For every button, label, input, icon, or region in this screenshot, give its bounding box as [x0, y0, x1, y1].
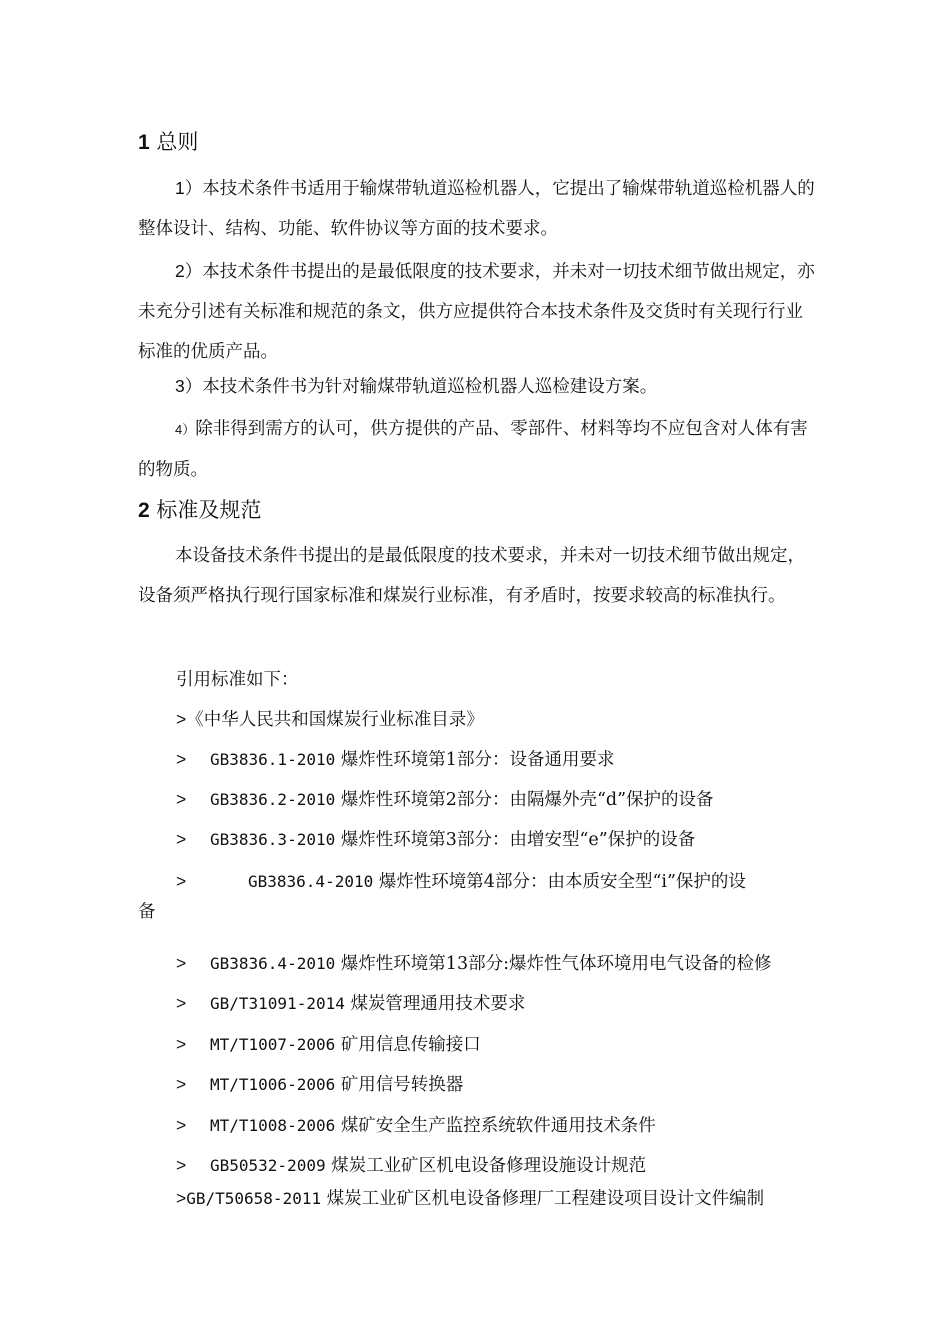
reference-code: MT/T1007-2006: [210, 1035, 336, 1054]
section-title: 总则: [156, 130, 199, 154]
arrow-icon: >: [176, 871, 187, 891]
reference-text: 煤炭工业矿区机电设备修理设施设计规范: [331, 1156, 647, 1176]
item-text: 除非得到需方的认可，供方提供的产品、零部件、材料等均不应包含对人体有害的物质。: [138, 419, 808, 480]
reference-code: GB3836.1-2010: [210, 750, 336, 769]
arrow-icon: >: [176, 789, 187, 809]
reference-item: [176, 1185, 764, 1210]
item-number: 1）: [175, 178, 203, 198]
reference-item: [176, 1031, 481, 1056]
reference-code: GB50532-2009: [210, 1156, 326, 1175]
arrow-icon: >: [176, 709, 187, 729]
reference-text: 爆炸性环境第13部分:爆炸性气体环境用电气设备的检修: [340, 954, 772, 974]
paragraph-item-1: [138, 168, 820, 249]
reference-code: GB3836.3-2010: [210, 830, 336, 849]
section-heading-general: [138, 126, 198, 156]
paragraph-item-3: [138, 366, 820, 407]
reference-code: GB3836.4-2010: [210, 954, 336, 973]
item-number: 2）: [175, 261, 203, 281]
item-text: 本技术条件书为针对输煤带轨道巡检机器人巡检建设方案。: [202, 377, 658, 397]
reference-item: [176, 706, 484, 731]
reference-text: 煤炭管理通用技术要求: [350, 994, 526, 1014]
reference-item: [176, 950, 771, 975]
arrow-icon: >: [176, 993, 187, 1013]
reference-item: [176, 1112, 656, 1137]
item-number: 3）: [175, 376, 203, 396]
section-title: 标准及规范: [156, 498, 262, 522]
arrow-icon: >: [176, 953, 187, 973]
reference-item: [176, 786, 714, 811]
reference-item: [176, 826, 695, 851]
arrow-icon: >: [176, 1188, 187, 1208]
reference-item: [176, 868, 746, 893]
reference-text: 煤矿安全生产监控系统软件通用技术条件: [340, 1116, 656, 1136]
arrow-icon: >: [176, 829, 187, 849]
reference-item: [176, 1071, 463, 1096]
section-number: 2: [138, 499, 150, 522]
arrow-icon: >: [176, 1074, 187, 1094]
reference-text: 煤炭工业矿区机电设备修理厂工程建设项目设计文件编制: [326, 1189, 765, 1209]
reference-code: GB/T31091-2014: [210, 994, 345, 1013]
intro-text: 本设备技术条件书提出的是最低限度的技术要求，并未对一切技术细节做出规定，设备须严格执行现行国家标准和煤炭行业标准，有矛盾时，按要求较高的标准执行。: [138, 546, 805, 606]
reference-label: 引用标准如下：: [176, 670, 299, 690]
reference-text: 矿用信息传输接口: [340, 1035, 481, 1055]
paragraph-item-2: [138, 251, 820, 372]
arrow-icon: >: [176, 749, 187, 769]
arrow-icon: >: [176, 1115, 187, 1135]
section-number: 1: [138, 131, 150, 154]
reference-item-wrap: 备: [138, 902, 156, 922]
reference-text: 爆炸性环境第4部分：由本质安全型“i”保护的设: [378, 872, 746, 892]
reference-code: MT/T1006-2006: [210, 1075, 336, 1094]
reference-item: [176, 990, 525, 1015]
reference-item: [176, 1152, 646, 1177]
paragraph-intro: [138, 536, 820, 616]
reference-code: GB3836.4-2010: [248, 872, 374, 891]
reference-code: GB3836.2-2010: [210, 790, 336, 809]
reference-text: 《中华人民共和国煤炭行业标准目录》: [186, 710, 484, 730]
reference-text: 爆炸性环境第2部分：由隔爆外壳“d”保护的设备: [340, 790, 714, 810]
reference-text: 爆炸性环境第3部分：由增安型“e”保护的设备: [340, 830, 696, 850]
paragraph-item-4: [138, 409, 820, 490]
reference-item: [176, 746, 614, 771]
item-text: 本技术条件书提出的是最低限度的技术要求，并未对一切技术细节做出规定，亦未充分引述有关标准和规范的条文，供方应提供符合本技术条件及交货时有关现行行业标准的优质产品。: [138, 262, 815, 362]
reference-code: GB/T50658-2011: [186, 1189, 322, 1208]
item-text: 本技术条件书适用于输煤带轨道巡检机器人，它提出了输煤带轨道巡检机器人的整体设计、结构、功能、软件协议等方面的技术要求。: [138, 179, 815, 239]
reference-text: 矿用信号转换器: [340, 1075, 464, 1095]
item-number: 4）: [175, 422, 196, 437]
arrow-icon: >: [176, 1155, 187, 1175]
section-heading-standards: [138, 494, 261, 524]
reference-text: 爆炸性环境第1部分：设备通用要求: [340, 750, 615, 770]
reference-code: MT/T1008-2006: [210, 1116, 336, 1135]
arrow-icon: >: [176, 1034, 187, 1054]
